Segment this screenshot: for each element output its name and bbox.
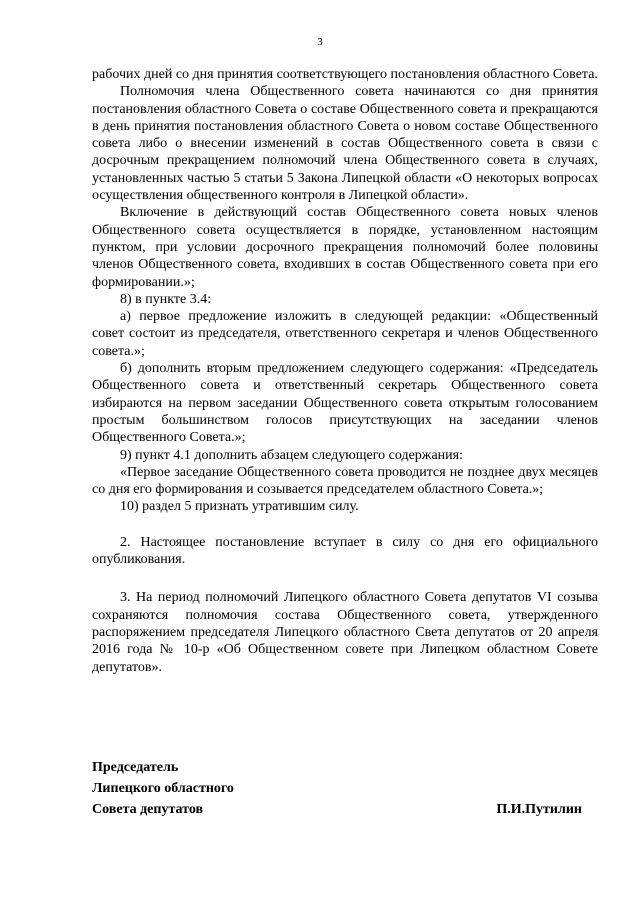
- paragraph-item-10: 10) раздел 5 признать утратившим силу.: [120, 499, 359, 515]
- paragraph-section-3: 3. На период полномочий Липецкого областного Совета депутатов VI созыва сохраняются полномочия состава Общественного совета, утвержденного распоряжением председателя Липецкого областного Света депутатов от 20 апреля 2016 года № 10-р «Об Общественном совете при Липецком областном Совете депутатов».: [92, 590, 598, 675]
- paragraph-item-9-text: «Первое заседание Общественного совета проводится не позднее двух месяцев со дня его формирования и созывается председателем областного Совета.»;: [92, 464, 598, 498]
- paragraph-inclusion: Включение в действующий состав Общественного совета новых членов Общественного совета осуществляется в порядке, установленном настоящим пунктом, при условии досрочного прекращения полномочий более половины членов Общественного совета, входивших в состав Общественного совета при его формировании.»;: [92, 205, 598, 290]
- signature-title-line1: Председатель: [92, 760, 179, 775]
- signature-title-line2: Липецкого областного: [92, 781, 234, 796]
- paragraph-item-8: 8) в пункте 3.4:: [120, 291, 212, 307]
- paragraph-item-9: 9) пункт 4.1 дополнить абзацем следующего содержания:: [120, 447, 463, 463]
- paragraph-item-8b: б) дополнить вторым предложением следующего содержания: «Председатель Общественного совета и ответственный секретарь Общественного совета избираются на первом заседании Общественного совета открытым голосованием простым большинством голосов присутствующих на заседании членов Общественного Совета.»;: [92, 361, 598, 446]
- paragraph-item-8a: а) первое предложение изложить в следующей редакции: «Общественный совет состоит из председателя, ответственного секретаря и членов Общественного совета.»;: [92, 309, 598, 359]
- signature-title-line3: Совета депутатов: [92, 802, 204, 817]
- paragraph-powers: Полномочия члена Общественного совета начинаются со дня принятия постановления областного Совета о составе Общественного совета и прекращаются в день принятия постановления областного Совета о новом составе Общественного совета либо о внесении изменений в состав Общественного совета в связи с досрочным прекращением полномочий члена Общественного совета в случаях, установленных частью 5 статьи 5 Закона Липецкой области «О некоторых вопросах осуществления общественного контроля в Липецкой области».: [92, 84, 598, 204]
- signatory-name: П.И.Путилин: [496, 802, 582, 817]
- signature-block: [92, 757, 598, 820]
- paragraph-section-2: 2. Настоящее постановление вступает в силу со дня его официального опубликования.: [92, 534, 598, 568]
- document-body: [92, 66, 598, 676]
- page-number: 3: [317, 36, 323, 48]
- paragraph-continuation: рабочих дней со дня принятия соответствующего постановления областного Совета.: [92, 67, 598, 82]
